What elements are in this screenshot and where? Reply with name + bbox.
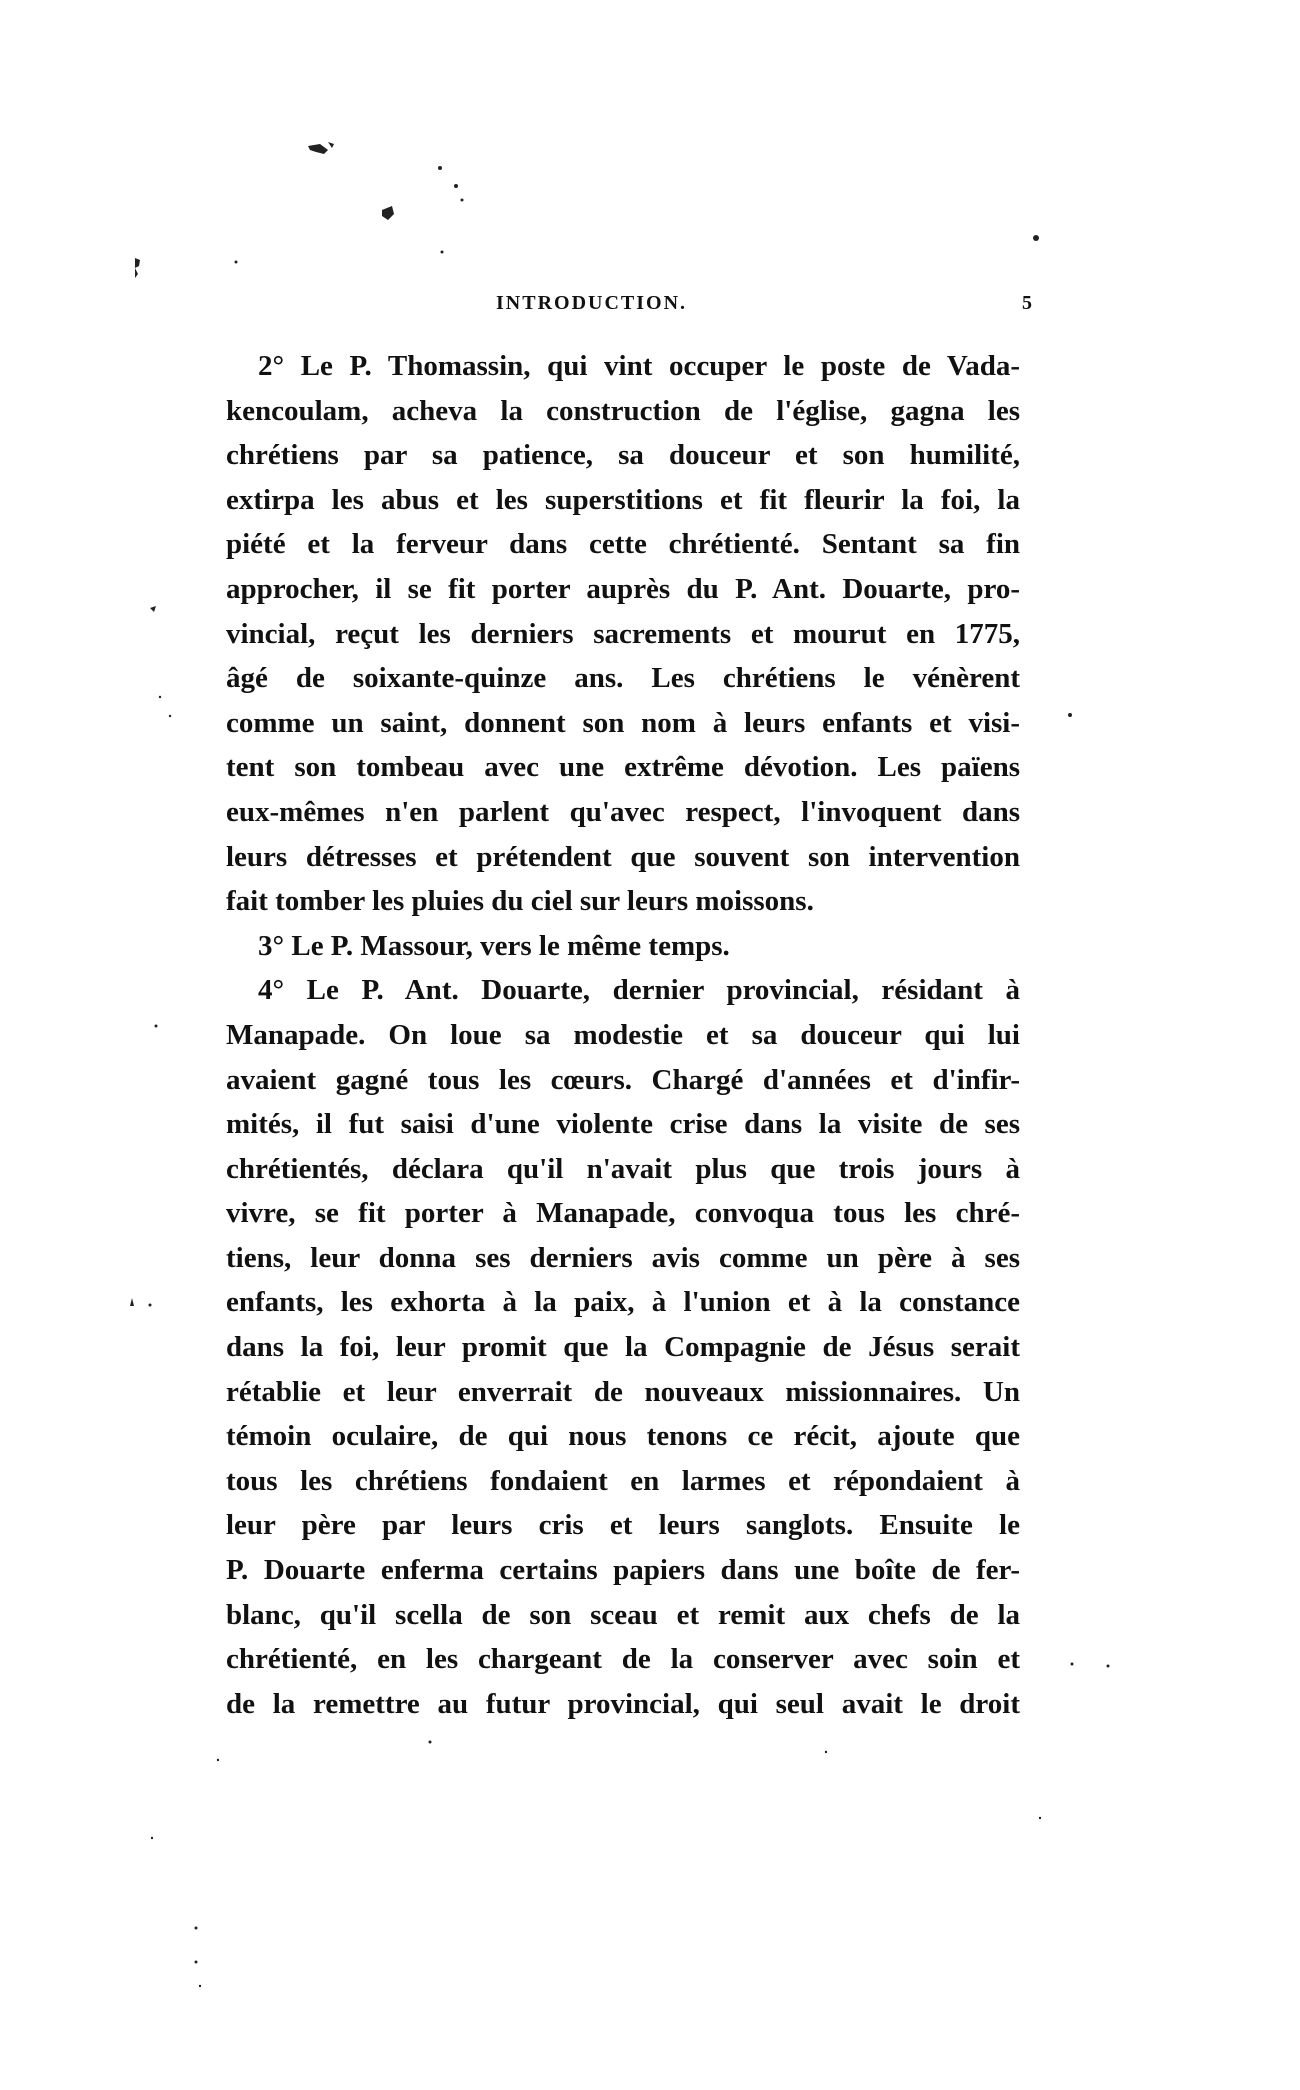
ink-speck [441, 251, 444, 254]
ink-speck [195, 1961, 198, 1964]
text-line: de la remettre au futur provincial, qui seul avait le droit [226, 1687, 1020, 1720]
text-line: chrétienté, en les chargeant de la conserver avec soin et [226, 1643, 1020, 1676]
text-line: mités, il fut saisi d'une violente crise dans la visite de ses [226, 1108, 1020, 1141]
ink-speck [159, 696, 161, 698]
ink-blot [382, 206, 394, 220]
ink-speck [149, 1304, 152, 1307]
ink-speck [199, 1985, 201, 1987]
ink-speck [235, 261, 238, 264]
text-line: 4° Le P. Ant. Douarte, dernier provincial, résidant à [258, 974, 1020, 1007]
text-line: tent son tombeau avec une extrême dévotion. Les païens [226, 751, 1020, 784]
text-line: âgé de soixante-quinze ans. Les chrétiens le vénèrent [226, 662, 1020, 695]
body-text [226, 344, 1020, 1726]
text-line: dans la foi, leur promit que la Compagnie de Jésus serait [226, 1331, 1020, 1364]
ink-speck [1033, 235, 1039, 241]
text-line: blanc, qu'il scella de son sceau et remit aux chefs de la [226, 1598, 1020, 1631]
text-line: extirpa les abus et les superstitions et fit fleurir la foi, la [226, 483, 1020, 516]
page-number: 5 [1022, 292, 1032, 314]
text-line: piété et la ferveur dans cette chrétienté. Sentant sa fin [226, 528, 1020, 561]
ink-speck [1068, 713, 1072, 717]
ink-speck [151, 1837, 153, 1839]
text-line: approcher, il se fit porter auprès du P. Ant. Douarte, pro- [226, 572, 1020, 605]
text-line: kencoulam, acheva la construction de l'église, gagna les [226, 394, 1020, 427]
ink-blot [130, 1298, 134, 1306]
text-line: vivre, se fit porter à Manapade, convoqua tous les chré- [226, 1197, 1020, 1230]
text-line: tiens, leur donna ses derniers avis comme un père à ses [226, 1241, 1020, 1274]
text-line: avaient gagné tous les cœurs. Chargé d'années et d'infir- [226, 1063, 1020, 1096]
ink-speck [1107, 1665, 1110, 1668]
ink-speck [461, 199, 464, 202]
ink-speck [155, 1025, 158, 1028]
ink-speck [195, 1927, 198, 1930]
text-line: témoin oculaire, de qui nous tenons ce récit, ajoute que [226, 1420, 1020, 1453]
ink-speck [429, 1741, 432, 1744]
page-header [496, 292, 1032, 326]
ink-speck [1039, 1817, 1041, 1819]
text-line: rétablie et leur enverrait de nouveaux missionnaires. Un [226, 1375, 1020, 1408]
text-line: vincial, reçut les derniers sacrements et mourut en 1775, [226, 617, 1020, 650]
text-line: comme un saint, donnent son nom à leurs enfants et visi- [226, 706, 1020, 739]
ink-speck [1071, 1663, 1074, 1666]
text-line: 3° Le P. Massour, vers le même temps. [258, 929, 730, 962]
text-line: tous les chrétiens fondaient en larmes et répondaient à [226, 1464, 1020, 1497]
text-line: chrétiens par sa patience, sa douceur et son humilité, [226, 439, 1020, 472]
text-line: P. Douarte enferma certains papiers dans une boîte de fer- [226, 1554, 1020, 1587]
ink-speck [169, 715, 171, 717]
text-line: leur père par leurs cris et leurs sanglots. Ensuite le [226, 1509, 1020, 1542]
text-line: chrétientés, déclara qu'il n'avait plus que trois jours à [226, 1152, 1020, 1185]
text-line: 2° Le P. Thomassin, qui vint occuper le poste de Vada- [258, 350, 1020, 382]
text-line: leurs détresses et prétendent que souvent son intervention [226, 840, 1020, 873]
ink-speck [825, 1751, 827, 1753]
ink-blot [308, 142, 334, 154]
ink-blot [135, 258, 140, 278]
text-line: eux-mêmes n'en parlent qu'avec respect, l'invoquent dans [226, 795, 1020, 828]
ink-speck [217, 1759, 219, 1761]
running-title: INTRODUCTION. [496, 292, 688, 314]
ink-blot [150, 606, 156, 612]
ink-speck [438, 166, 442, 170]
ink-speck [454, 184, 458, 188]
text-line: Manapade. On loue sa modestie et sa douceur qui lui [226, 1018, 1020, 1051]
text-line: fait tomber les pluies du ciel sur leurs moissons. [226, 885, 814, 918]
text-line: enfants, les exhorta à la paix, à l'union et à la constance [226, 1286, 1020, 1319]
